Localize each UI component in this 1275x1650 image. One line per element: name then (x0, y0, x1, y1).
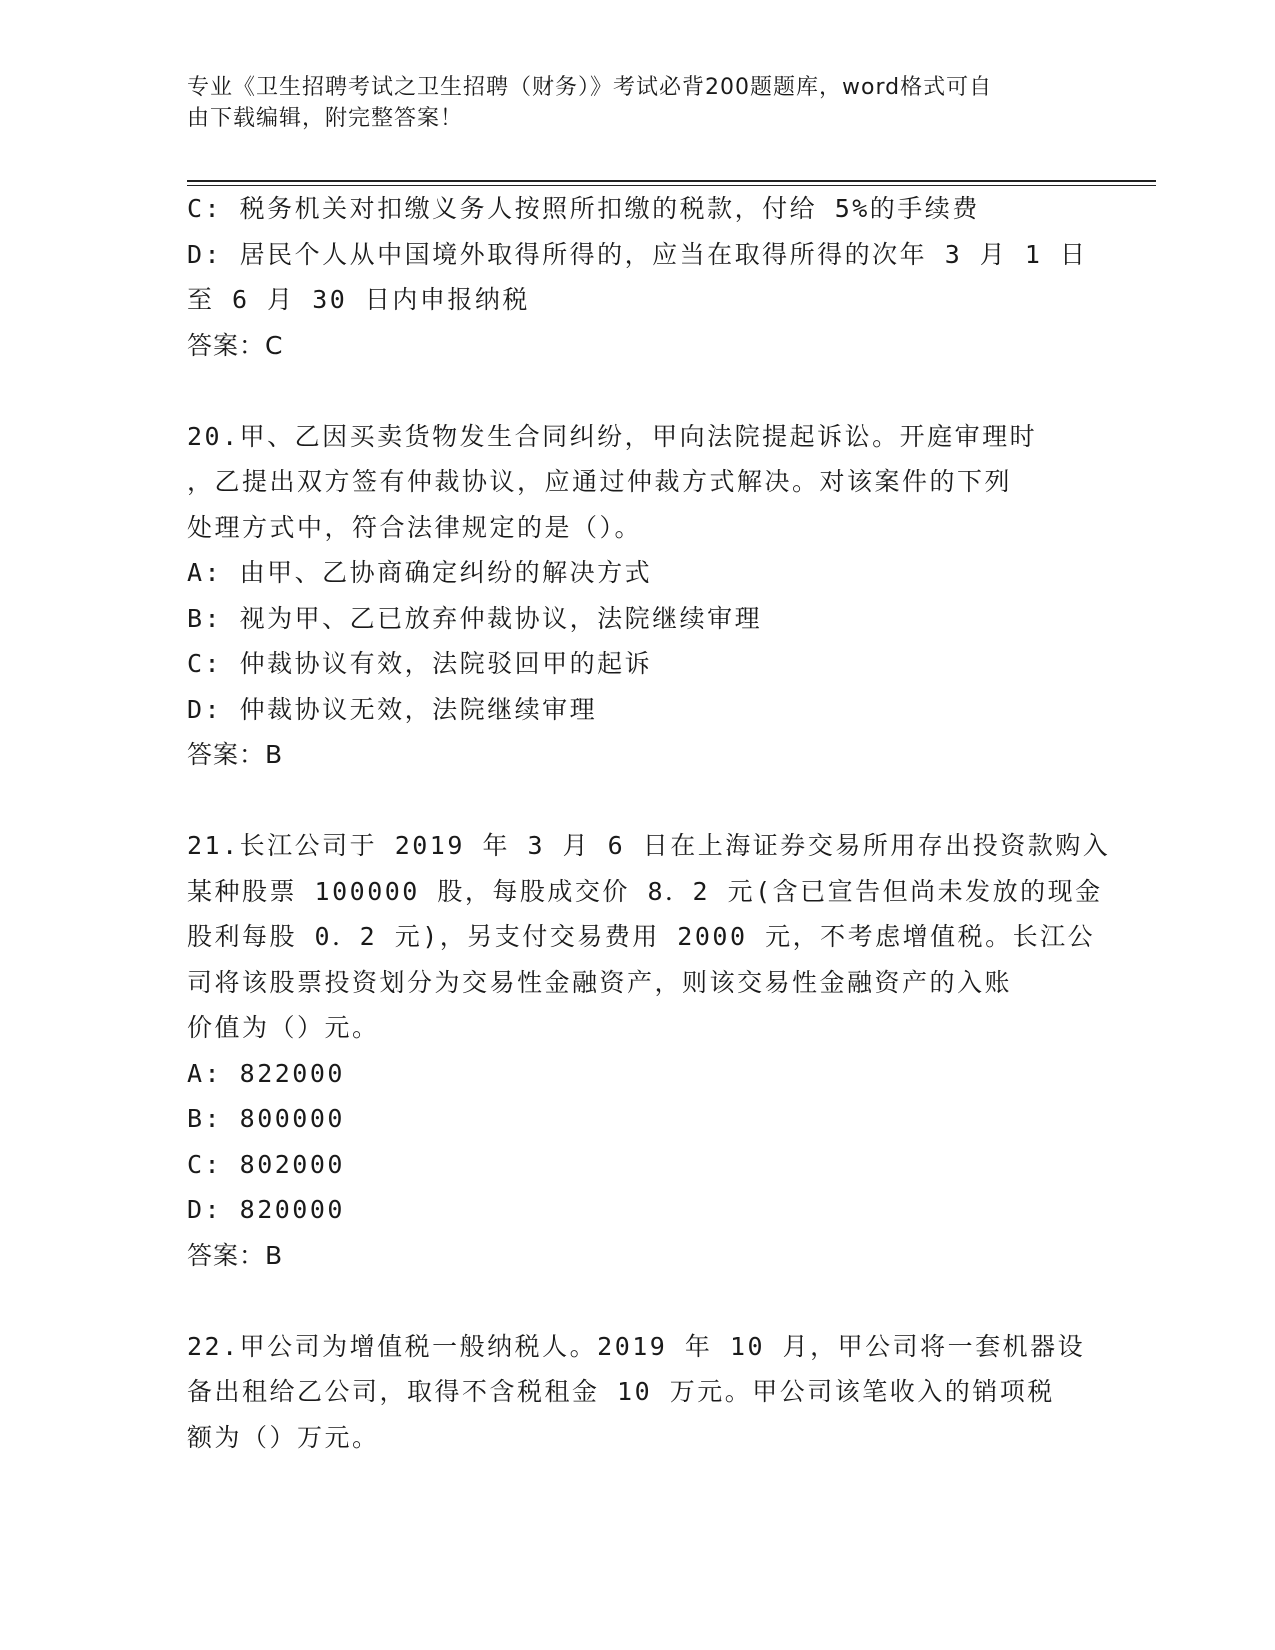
header-title-line-1: 专业《卫生招聘考试之卫生招聘（财务）》考试必背200题题库，word格式可自 (187, 75, 993, 100)
q21-stem-line-5: 价值为（）元。 (187, 1013, 380, 1042)
q20-option-d: D: 仲裁协议无效，法院继续审理 (187, 694, 598, 724)
document-body (187, 186, 1111, 1460)
q20-option-a: A: 由甲、乙协商确定纠纷的解决方式 (187, 558, 653, 587)
spacer (187, 368, 1087, 414)
spacer (187, 778, 1087, 824)
q21-option-b: B: 800000 (187, 1104, 345, 1133)
question-19-tail (187, 186, 1087, 368)
q21-stem-line-4: 司将该股票投资划分为交易性金融资产，则该交易性金融资产的入账 (187, 967, 1013, 997)
document-header (187, 72, 1077, 134)
q21-option-d: D: 820000 (187, 1195, 345, 1224)
spacer (187, 1278, 1087, 1324)
q21-stem-line-2: 某种股票 100000 股，每股成交价 8．2 元(含已宣告但尚未发放的现金 (187, 876, 1103, 906)
q20-stem-line-1: 20.甲、乙因买卖货物发生合同纠纷，甲向法院提起诉讼。开庭审理时 (187, 421, 1038, 451)
q21-option-a: A: 822000 (187, 1058, 345, 1088)
q19-option-c: C: 税务机关对扣缴义务人按照所扣缴的税款，付给 5%的手续费 (187, 194, 980, 223)
q20-answer: 答案：B (187, 740, 284, 769)
q20-option-b: B: 视为甲、乙已放弃仲裁协议，法院继续审理 (187, 603, 763, 633)
question-22 (187, 1324, 1087, 1461)
q22-stem-line-2: 备出租给乙公司，取得不含税租金 10 万元。甲公司该笔收入的销项税 (187, 1377, 1055, 1406)
q21-stem-line-1: 21.长江公司于 2019 年 3 月 6 日在上海证券交易所用存出投资款购入 (187, 831, 1111, 860)
question-20 (187, 414, 1087, 778)
header-divider-thick (187, 180, 1156, 182)
q19-option-d-line-2: 至 6 月 30 日内申报纳税 (187, 285, 530, 314)
q20-stem-line-3: 处理方式中，符合法律规定的是（）。 (187, 512, 643, 542)
q20-stem-line-2: ，乙提出双方签有仲裁协议，应通过仲裁方式解决。对该案件的下列 (187, 467, 1013, 496)
question-21 (187, 823, 1111, 1278)
q22-stem-line-3: 额为（）万元。 (187, 1422, 380, 1452)
q19-option-d-line-1: D: 居民个人从中国境外取得所得的，应当在取得所得的次年 3 月 1 日 (187, 239, 1088, 269)
q20-option-c: C: 仲裁协议有效，法院驳回甲的起诉 (187, 649, 653, 678)
q21-option-c: C: 802000 (187, 1149, 345, 1179)
q22-stem-line-1: 22.甲公司为增值税一般纳税人。2019 年 10 月，甲公司将一套机器设 (187, 1331, 1086, 1361)
q21-answer: 答案：B (187, 1240, 284, 1270)
header-title-line-2: 由下载编辑，附完整答案！ (187, 106, 464, 131)
q19-answer: 答案：C (187, 330, 284, 360)
q21-stem-line-3: 股利每股 0．2 元)，另支付交易费用 2000 元，不考虑增值税。长江公 (187, 922, 1096, 951)
